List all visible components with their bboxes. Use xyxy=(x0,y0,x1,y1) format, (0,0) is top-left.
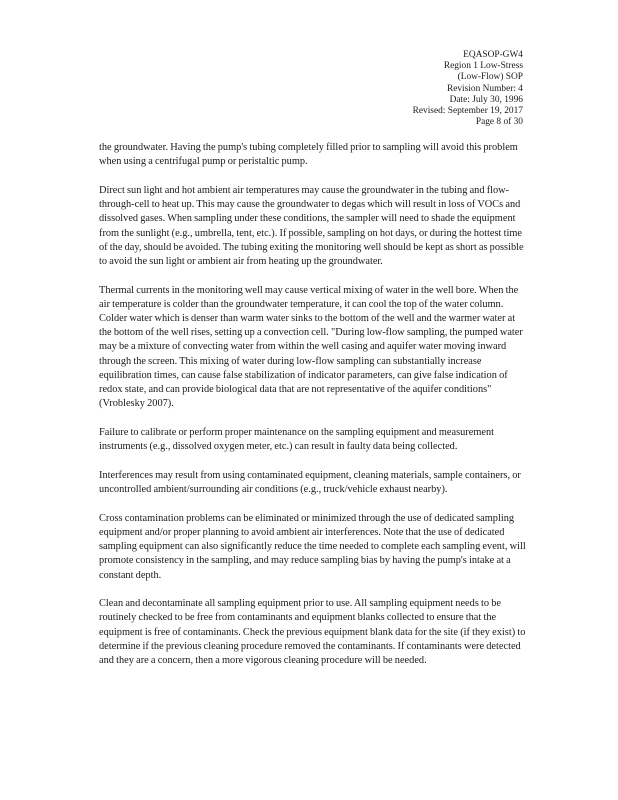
header-region: Region 1 Low-Stress xyxy=(443,61,523,72)
paragraph-interferences: Interferences may result from using contaminated equipment, cleaning materials, sample containers, or uncontrolled ambient/surrounding air conditions (e.g., truck/vehicle exhaust nearby). xyxy=(99,469,521,496)
header-date: Date: July 30, 1996 xyxy=(449,94,523,105)
paragraph-calibration: Failure to calibrate or perform proper maintenance on the sampling equipment and measurement instruments (e.g., dissolved oxygen meter, etc.) can result in faulty data being collected. xyxy=(99,426,495,453)
header-doc-id: EQASOP-GW4 xyxy=(463,50,523,60)
paragraph-cross-contamination: Cross contamination problems can be eliminated or minimized through the use of dedicated sampling equipment and/or proper planning to avoid ambient air interferences. Note that the use of dedicated sampling equipment can also significantly reduce the time needed to complete each sampling event, will promote consistency in the sampling, and may reduce sampling bias by having the pump's intake at a constant depth. xyxy=(99,512,526,581)
header-revision-number: Revision Number: 4 xyxy=(446,83,523,94)
header-revised-date: Revised: September 19, 2017 xyxy=(412,106,523,117)
document-body xyxy=(99,141,527,683)
header-page-number: Page 8 of 30 xyxy=(475,117,523,128)
paragraph-thermal-currents: Thermal currents in the monitoring well may cause vertical mixing of water in the well bore. When the air temperature is colder than the groundwater temperature, it can cool the top of the water column. Colder water which is denser than warm water sinks to the bottom of the well and the warmer water at the bottom of the well rises, setting up a convection cell. "During low-flow sampling, the pumped water may be a mixture of convecting water from within the well casing and aquifer water moving inward through the screen. This mixing of water during low-flow sampling can substantially increase equilibration times, can cause false stabilization of indicator parameters, can give false indication of redox state, and can provide biological data that are not representative of the aquifer conditions" (Vroblesky 2007). xyxy=(99,284,523,410)
paragraph-sunlight-temperature: Direct sun light and hot ambient air temperatures may cause the groundwater in the tubing and flow-through-cell to heat up. This may cause the groundwater to degas which will result in loss of VOCs and dissolved gases. When sampling under these conditions, the sampler will need to shade the equipment from the sunlight (e.g., umbrella, tent, etc.). If possible, sampling on hot days, or during the hottest time of the day, should be avoided. The tubing exiting the monitoring well should be kept as short as possible to avoid the sun light or ambient air from heating up the groundwater. xyxy=(99,184,524,267)
document-header xyxy=(413,50,523,128)
paragraph-pump-tubing: the groundwater. Having the pump's tubing completely filled prior to sampling will avoid this problem when using a centrifugal pump or peristaltic pump. xyxy=(99,142,518,168)
paragraph-decontamination: Clean and decontaminate all sampling equipment prior to use. All sampling equipment needs to be routinely checked to be free from contaminants and equipment blanks collected to ensure that the equipment is free of contaminants. Check the previous equipment blank data for the site (if they exist) to determine if the previous cleaning procedure removed the contaminants. If contaminants were detected and they are a concern, then a more vigorous cleaning procedure will be needed. xyxy=(99,598,526,667)
header-sop-type: (Low-Flow) SOP xyxy=(457,72,523,83)
